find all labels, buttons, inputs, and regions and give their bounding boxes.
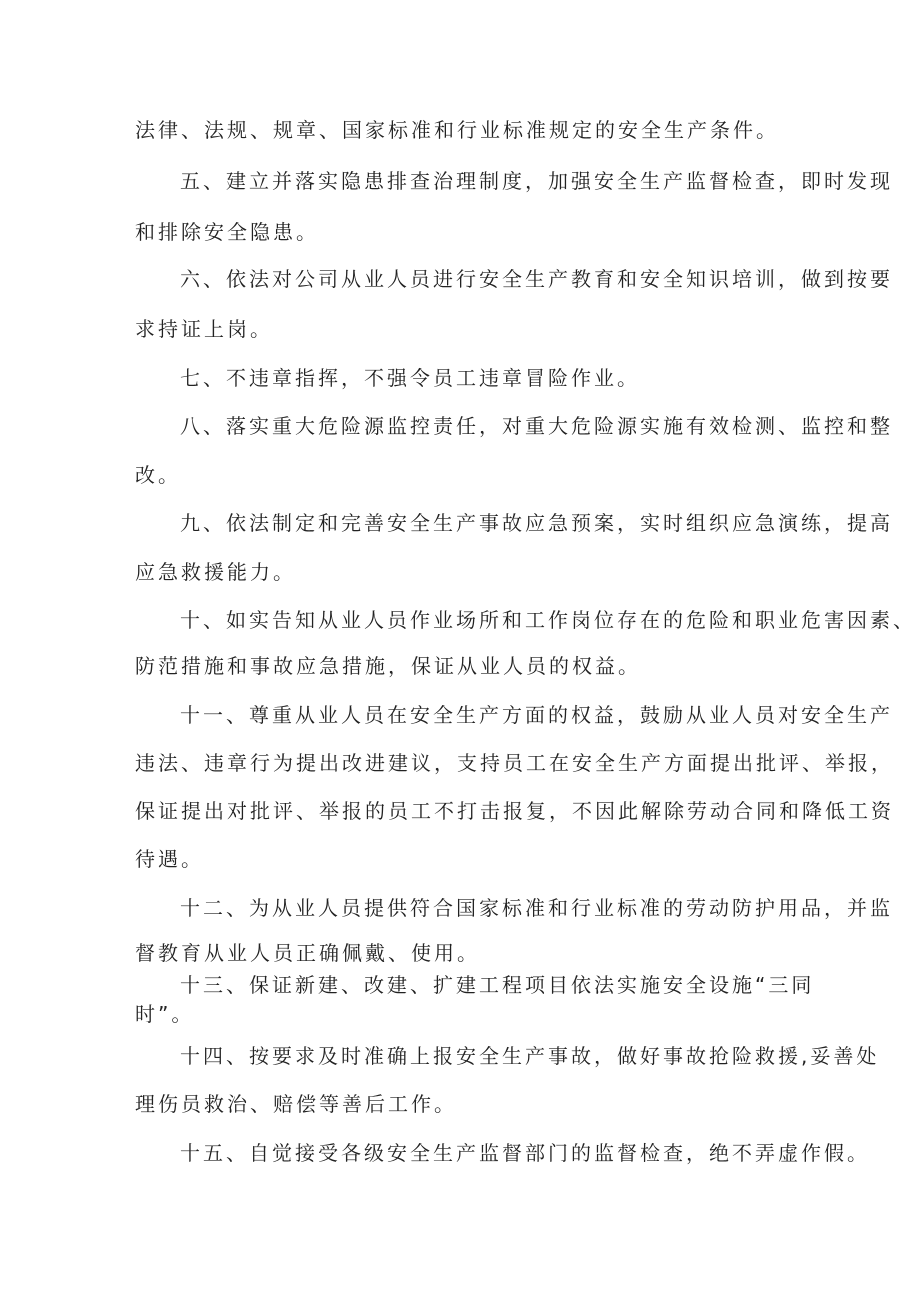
text-line: 六、依法对公司从业人员进行安全生产教育和安全知识培训，做到按要 bbox=[180, 267, 893, 291]
text-line: 应急救援能力。 bbox=[135, 560, 296, 584]
text-line: 时”。 bbox=[135, 1002, 195, 1026]
text-line: 理伤员救治、赔偿等善后工作。 bbox=[135, 1092, 457, 1116]
text-line: 求持证上岗。 bbox=[135, 317, 273, 341]
text-line: 保证提出对批评、举报的员工不打击报复，不因此解除劳动合同和降低工资 bbox=[135, 799, 894, 823]
text-line: 十五、自觉接受各级安全生产监督部门的监督检查，绝不弄虚作假。 bbox=[180, 1141, 870, 1165]
text-line: 九、依法制定和完善安全生产事故应急预案，实时组织应急演练，提高 bbox=[180, 511, 893, 535]
text-line: 违法、违章行为提出改进建议，支持员工在安全生产方面提出批评、举报， bbox=[135, 751, 894, 775]
text-line: 待遇。 bbox=[135, 847, 204, 871]
text-line: 防范措施和事故应急措施，保证从业人员的权益。 bbox=[135, 654, 641, 678]
text-line: 督教育从业人员正确佩戴、使用。 bbox=[135, 941, 480, 965]
text-line: 八、落实重大危险源监控责任，对重大危险源实施有效检测、监控和整 bbox=[180, 414, 893, 438]
text-line: 十、如实告知从业人员作业场所和工作岗位存在的危险和职业危害因素、 bbox=[180, 608, 916, 632]
text-line: 五、建立并落实隐患排查治理制度，加强安全生产监督检查，即时发现 bbox=[180, 169, 893, 193]
text-line: 十三、保证新建、改建、扩建工程项目依法实施安全设施“三同 bbox=[180, 973, 815, 997]
text-line: 和排除安全隐患。 bbox=[135, 220, 319, 244]
text-line: 改。 bbox=[135, 463, 181, 487]
text-line: 十一、尊重从业人员在安全生产方面的权益，鼓励从业人员对安全生产 bbox=[180, 703, 893, 727]
text-line: 法律、法规、规章、国家标准和行业标准规定的安全生产条件。 bbox=[135, 118, 779, 142]
text-line: 十四、按要求及时准确上报安全生产事故，做好事故抢险救援,妥善处 bbox=[180, 1044, 880, 1068]
text-line: 七、不违章指挥，不强令员工违章冒险作业。 bbox=[180, 366, 640, 390]
text-line: 十二、为从业人员提供符合国家标准和行业标准的劳动防护用品，并监 bbox=[180, 896, 893, 920]
